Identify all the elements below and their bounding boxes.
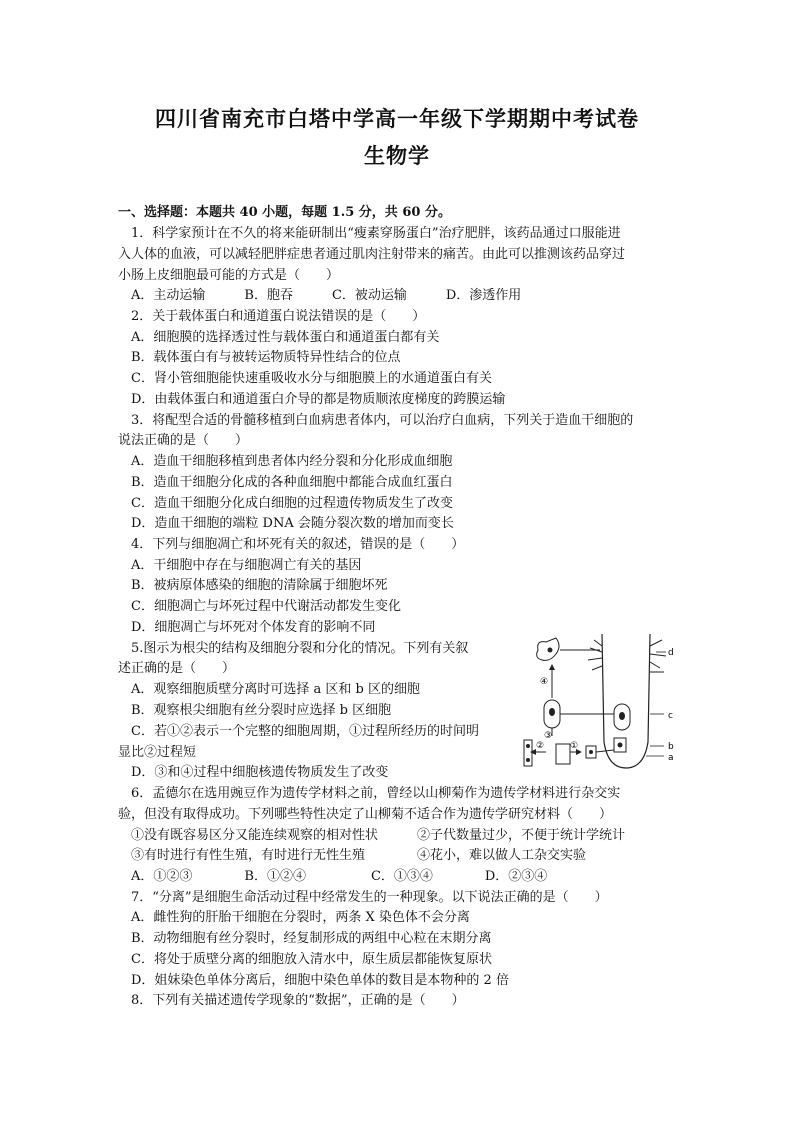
q2-stem: 2．关于载体蛋白和通道蛋白说法错误的是（ ） — [118, 309, 426, 324]
q4-option-d: D．细胞凋亡与坏死对个体发育的影响不同 — [118, 620, 376, 635]
q7-option-c: C．将处于质壁分离的细胞放入清水中，原生质层都能恢复原状 — [118, 952, 492, 967]
q4-option-c: C．细胞凋亡与坏死过程中代谢活动都发生变化 — [118, 599, 401, 614]
q7-option-d: D．姐妹染色单体分离后，细胞中染色单体的数目是本物种的 2 倍 — [118, 973, 509, 988]
fig-label-c: c — [668, 711, 673, 721]
q3-stem-line1: 3．将配型合适的骨髓移植到白血病患者体内，可以治疗白血病，下列关于造血干细胞的 — [118, 413, 634, 428]
q8-stem: 8．下列有关描述遗传学现象的“数据”，正确的是（ ） — [118, 993, 465, 1008]
q7-stem: 7．“分离”是细胞生命活动过程中经常发生的一种现象。以下说法正确的是（ ） — [118, 890, 608, 905]
q2-option-a: A．细胞膜的选择透过性与载体蛋白和通道蛋白都有关 — [118, 330, 440, 345]
q5-option-c-line2: 显比②过程短 — [118, 745, 197, 760]
q3-stem-line2: 说法正确的是（ ） — [118, 433, 249, 448]
q5-option-d: D．③和④过程中细胞核遗传物质发生了改变 — [118, 765, 389, 780]
q3-option-d: D．造血干细胞的端粒 DNA 会随分裂次数的增加而变长 — [118, 516, 454, 531]
q7-option-b: B．动物细胞有丝分裂时，经复制形成的两组中心粒在末期分离 — [118, 931, 492, 946]
fig-label-4: ④ — [540, 677, 549, 687]
q2-option-d: D．由载体蛋白和通道蛋白介导的都是物质顺浓度梯度的跨膜运输 — [118, 392, 506, 407]
q4-option-a: A．干细胞中存在与细胞凋亡有关的基因 — [118, 558, 362, 573]
section-heading: 一、选择题：本题共 40 小题，每题 1.5 分，共 60 分。 — [118, 205, 451, 220]
q4-stem: 4．下列与细胞凋亡和坏死有关的叙述，错误的是（ ） — [118, 537, 465, 552]
q7-option-a: A．雌性狗的肝胎干细胞在分裂时，两条 X 染色体不会分离 — [118, 910, 470, 925]
fig-label-3: ③ — [544, 731, 553, 741]
q1-stem-line1: 1．科学家预计在不久的将来能研制出“瘦素穿肠蛋白”治疗肥胖，该药品通过口服能进 — [118, 226, 621, 241]
q6-statements-2: ③有时进行有性生殖，有时进行无性生殖 ④花小，难以做人工杂交实验 — [118, 848, 587, 863]
q1-stem-line2: 入人体的血液，可以减轻肥胖症患者通过肌肉注射带来的痛苦。由此可以推测该药品穿过 — [118, 247, 626, 262]
fig-label-b: b — [668, 742, 674, 752]
q6-stem-line2: 验，但没有取得成功。下列哪些特性决定了山柳菊不适合作为遗传学研究材料（ ） — [118, 807, 613, 822]
fig-label-a: a — [668, 753, 674, 763]
q6-stem-line1: 6．孟德尔在选用豌豆作为遗传学材料之前，曾经以山柳菊作为遗传学材料进行杂交实 — [118, 786, 621, 801]
fig-label-d: d — [668, 648, 674, 658]
q2-option-c: C．肾小管细胞能快速重吸收水分与细胞膜上的水通道蛋白有关 — [118, 371, 492, 386]
q3-option-a: A．造血干细胞移植到患者体内经分裂和分化形成血细胞 — [118, 454, 453, 469]
q1-stem-line3: 小肠上皮细胞最可能的方式是（ ） — [118, 268, 340, 283]
q5-option-c-line1: C．若①②表示一个完整的细胞周期，①过程所经历的时间明 — [118, 724, 479, 739]
q5-stem-line1: 5.图示为根尖的结构及细胞分裂和分化的情况。下列有关叙 — [118, 641, 469, 656]
q5-stem-line2: 述正确的是（ ） — [118, 661, 236, 676]
q6-options: A．①②③ B．①②④ C．①③④ D．②③④ — [118, 869, 548, 884]
q3-option-c: C．造血干细胞分化成白细胞的过程遗传物质发生了改变 — [118, 496, 453, 511]
exam-subject: 生物学 — [364, 143, 430, 168]
q6-statements-1: ①没有既容易区分又能连续观察的相对性状 ②子代数量过少，不便于统计学统计 — [118, 828, 626, 843]
fig-label-1: ① — [570, 741, 579, 751]
q3-option-b: B．造血干细胞分化成的各种血细胞中都能合成血红蛋白 — [118, 475, 453, 490]
q5-option-b: B．观察根尖细胞有丝分裂时应选择 b 区细胞 — [118, 703, 392, 718]
q4-option-b: B．被病原体感染的细胞的清除属于细胞坏死 — [118, 578, 388, 593]
exam-title: 四川省南充市白塔中学高一年级下学期期中考试卷 — [155, 106, 639, 131]
q1-options: A．主动运输 B．胞吞 C．被动运输 D．渗透作用 — [118, 288, 522, 303]
q2-option-b: B．载体蛋白有与被转运物质特异性结合的位点 — [118, 350, 401, 365]
q5-option-a: A．观察细胞质壁分离时可选择 a 区和 b 区的细胞 — [118, 682, 420, 697]
root-tip-svg — [516, 632, 686, 772]
root-tip-diagram — [516, 632, 686, 772]
fig-label-2: ② — [536, 741, 545, 751]
